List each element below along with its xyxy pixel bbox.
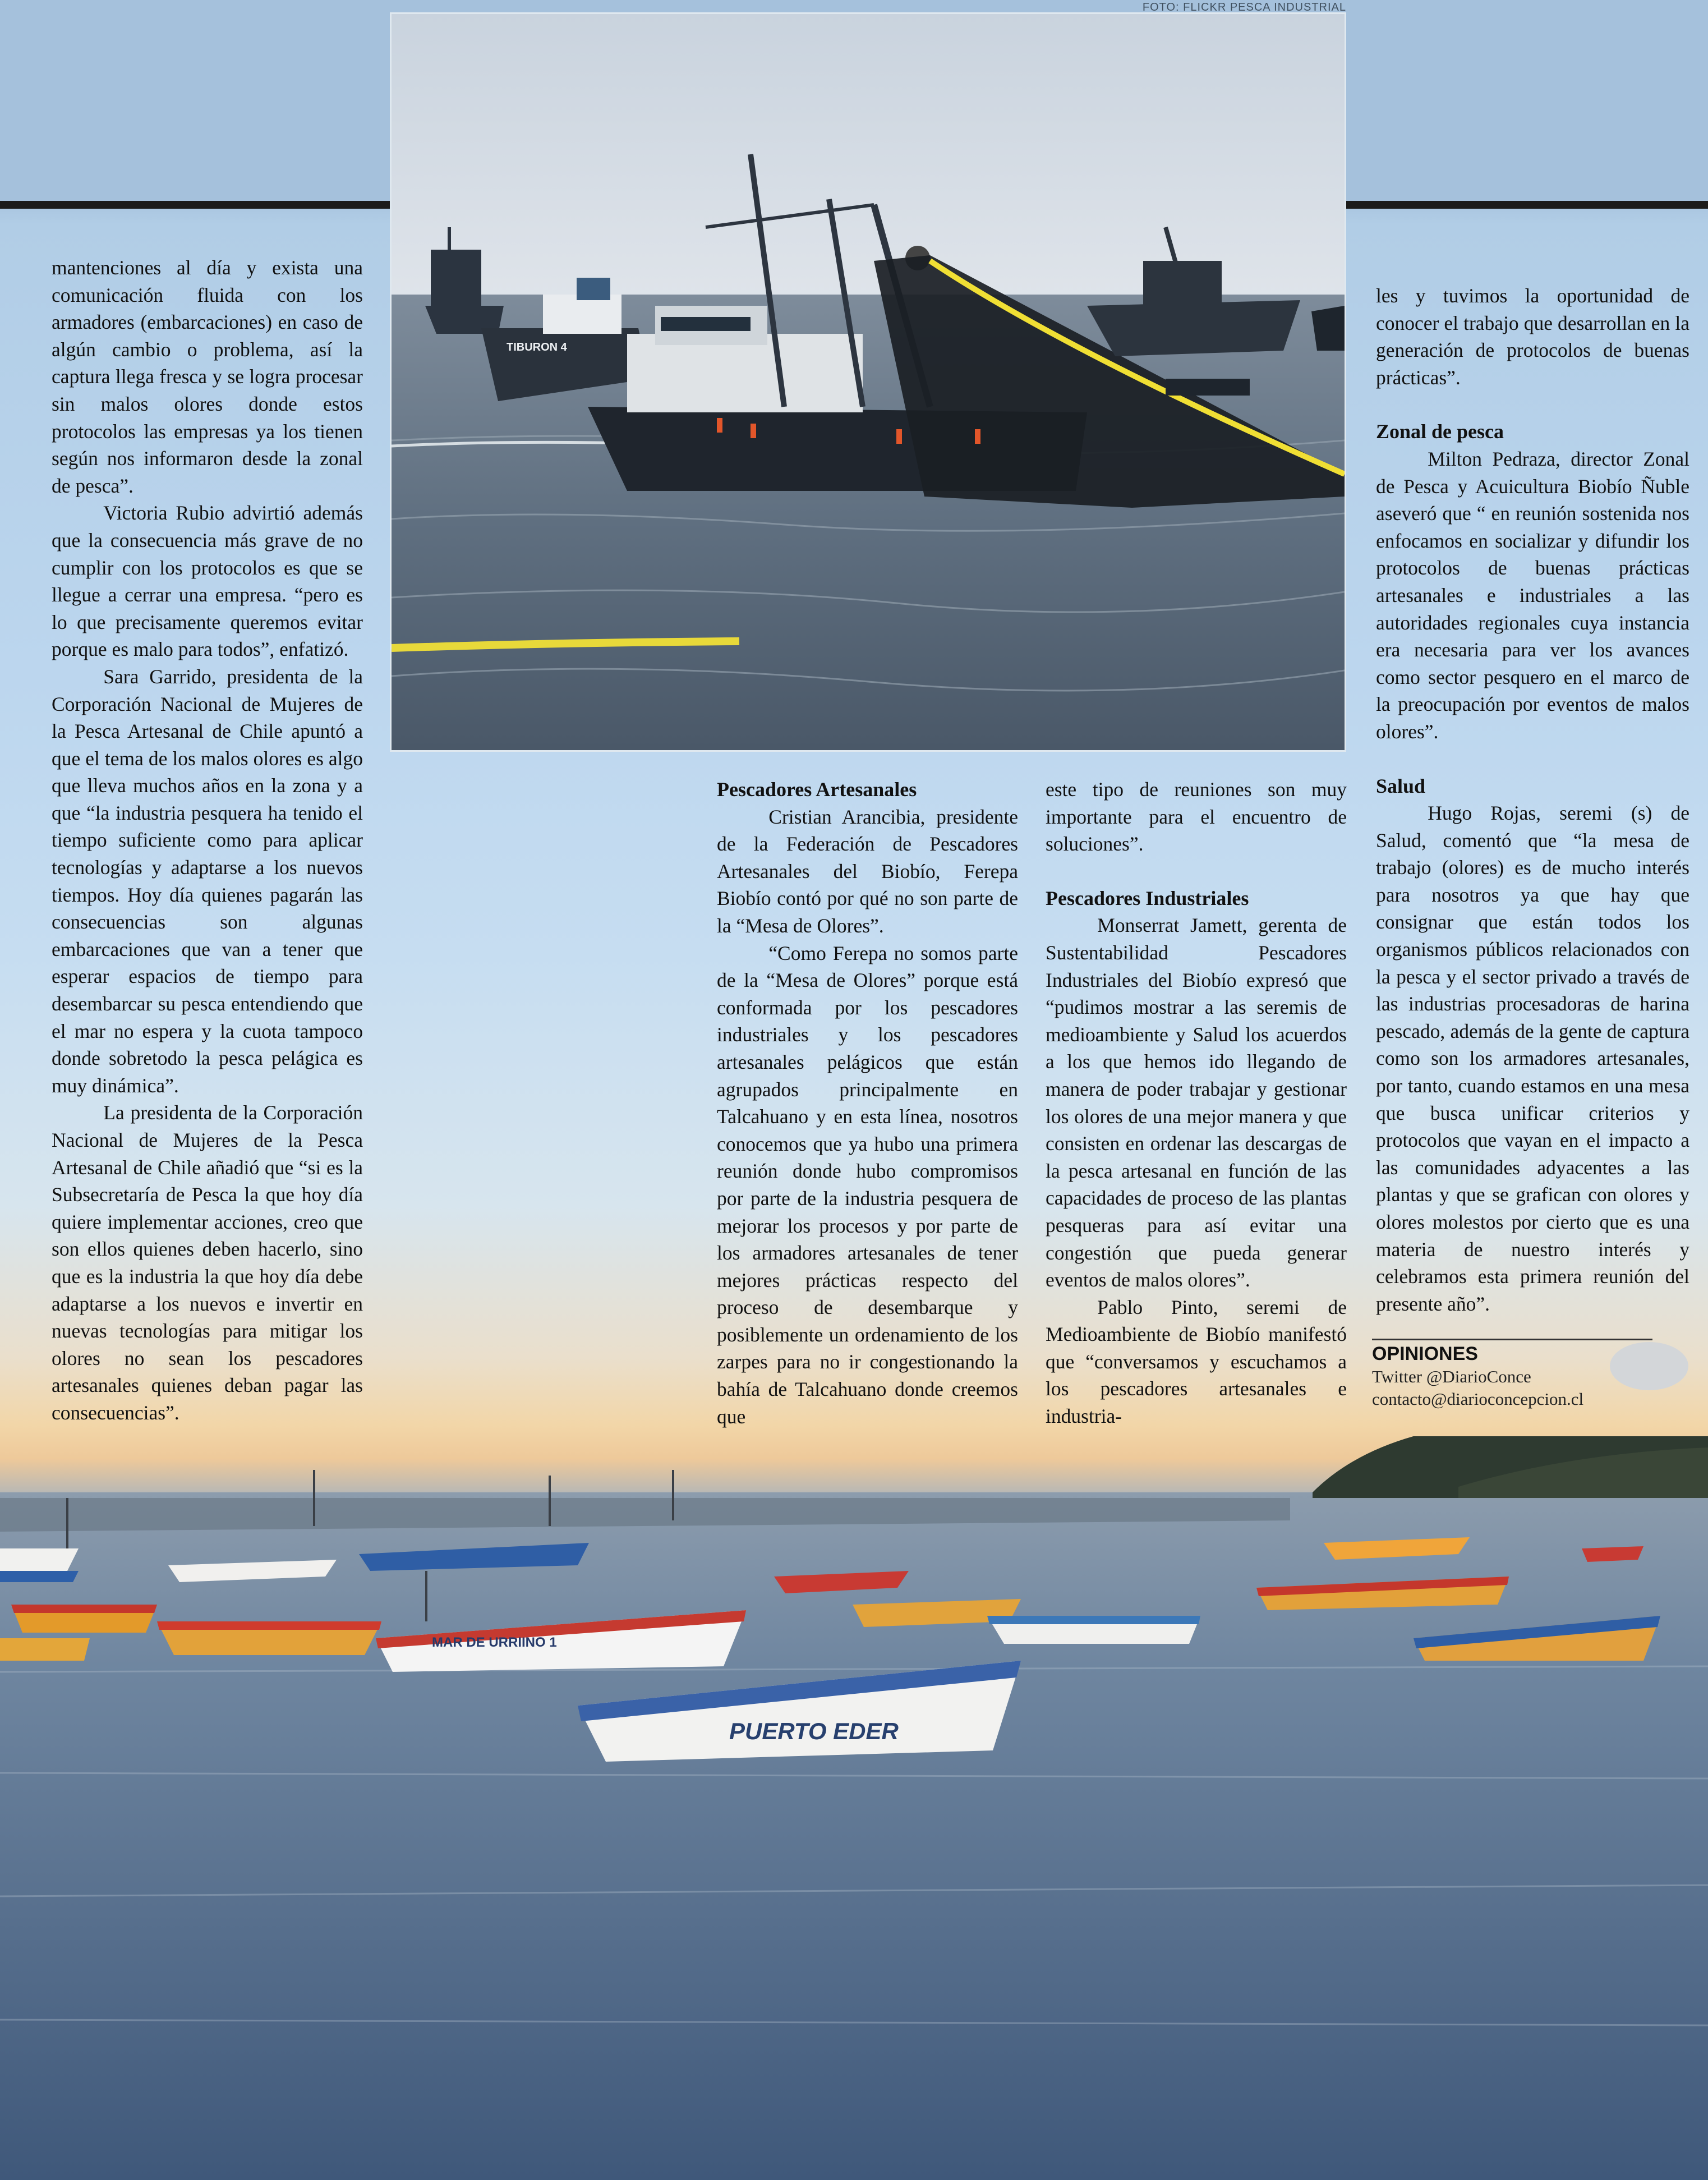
col1-paragraph-2: Victoria Rubio advirtió además que la consecuencia más grave de no cumplir con los protocolos es que se llegue a cerrar una empresa. “pero es lo que precisamente queremos evitar porque es malo para todos”, enfatizó. xyxy=(52,502,363,661)
artisanal-boats-illustration xyxy=(0,1436,1708,2180)
section-heading-pescadores-industriales: Pescadores Industriales xyxy=(1046,886,1249,909)
col1-paragraph-1: mantenciones al día y exista una comunicación fluida con los armadores (embarcaciones) en caso de algún cambio o problema, así la captura llega fresca y se logra procesar sin malos olores donde estos protocolos las empresas ya los tienen según nos informaron desde la zonal de pesca”. xyxy=(52,256,363,497)
industrial-fishing-photo xyxy=(390,12,1346,752)
section-heading-zonal-de-pesca: Zonal de pesca xyxy=(1376,420,1504,443)
col1-paragraph-3: Sara Garrido, presidenta de la Corporación Nacional de Mujeres de la Pesca Artesanal de Chile apuntó a que el tema de los malos olores es algo que lleva muchos años en la zona y a que “la industria pesquera ha tenido el tiempo suficiente como para aplicar tecnologías y adaptarse a los nuevos tiempos. Hoy día quienes pagarán las consecuencias son algunas embarcaciones que van a tener que esperar espacios de tiempo para desembarcar su pesca entendiendo que el mar no espera y la cuota tampoco donde sobretodo la pesca pelágica es muy dinámica”. xyxy=(52,665,363,1097)
col4-paragraph-1: Monserrat Jamett, gerenta de Sustentabilidad Pescadores Industriales del Biobío expresó que “pudimos mostrar a las seremis de medioambiente y Salud los acuerdos a los que hemos ido llegando de manera de poder trabajar y gestionar los olores de una mejor manera y que consisten en ordenar las descargas de la pesca artesanal en función de las capacidades de proceso de las plantas pesqueras para así evitar una congestión que pueda generar eventos de malos olores”. xyxy=(1046,914,1347,1292)
opiniones-title: OPINIONES xyxy=(1372,1343,1478,1364)
opiniones-email[interactable]: contacto@diarioconcepcion.cl xyxy=(1372,1389,1584,1409)
col4-paragraph-2: Pablo Pinto, seremi de Medioambiente de Biobío manifestó que “conversamos y escuchamos a los pescadores artesanales e industria- xyxy=(1046,1295,1347,1428)
harbor-boat-name-2: MAR DE URRIINO 1 xyxy=(432,1635,557,1650)
header-rule-right xyxy=(1346,201,1708,209)
article-column-3 xyxy=(717,776,1018,1430)
col5-paragraph-2: Hugo Rojas, seremi (s) de Salud, comentó que “la mesa de trabajo (olores) es de mucho interés para nosotros ya que hay que consignar que están todos los organismos públicos relacionados con la pesca y el sector privado a través de las industrias procesadoras de harina pescado, además de la gente de captura como son los armadores artesanales, por tanto, cuando estamos en una mesa que busca unificar criterios y protocolos que vayan en el impacto a las comunidades adyacentes a las plantas y que se grafican con olores y olores molestos por cierto que es una materia de nuestro interés y celebramos esta primera reunión del presente año”. xyxy=(1376,802,1689,1315)
section-heading-salud: Salud xyxy=(1376,774,1426,797)
harbor-boats-photo xyxy=(0,1436,1708,2180)
col3-paragraph-1: Cristian Arancibia, presidente de la Federación de Pescadores Artesanales del Biobío, Ferepa Biobío contó por qué no son parte de la “Mesa de Olores”. xyxy=(717,805,1018,937)
col5-paragraph-1: Milton Pedraza, director Zonal de Pesca y Acuicultura Biobío Ñuble aseveró que “ en reunión sostenida nos enfocamos en socializar y difundir los protocolos de buenas prácticas artesanales e industriales a las autoridades regionales cuya instancia era necesaria para ver los avances como sector pesquero en el marco de la preocupación por eventos de malos olores”. xyxy=(1376,447,1689,743)
col5-lead: les y tuvimos la oportunidad de conocer el trabajo que desarrollan en la generación de protocolos de buenas prácticas”. xyxy=(1376,284,1689,389)
photo-credit: FOTO: FLICKR PESCA INDUSTRIAL xyxy=(1142,1,1346,13)
col1-paragraph-4: La presidenta de la Corporación Nacional de Mujeres de la Pesca Artesanal de Chile añadió que “si es la Subsecretaría de Pesca la que hoy día quiere implementar acciones, creo que son ellos quienes deben hacerlo, sino que es la industria la que hoy día debe adaptarse a los nuevos e invertir en nuevas tecnologías para mitigar los olores no sean los pescadores artesanales quienes deban pagar las consecuencias”. xyxy=(52,1101,363,1424)
article-column-4 xyxy=(1046,776,1347,1430)
harbor-boat-name: PUERTO EDER xyxy=(729,1718,899,1744)
speech-bubble-icon xyxy=(1610,1342,1688,1390)
opiniones-twitter[interactable]: Twitter @DiarioConce xyxy=(1372,1367,1531,1386)
col4-lead: este tipo de reuniones son muy importante para el encuentro de soluciones”. xyxy=(1046,778,1347,856)
article-column-5 xyxy=(1376,282,1689,1317)
article-column-1 xyxy=(52,254,363,1427)
header-rule-left xyxy=(0,201,390,209)
fishing-boats-illustration xyxy=(392,14,1345,750)
section-heading-pescadores-artesanales: Pescadores Artesanales xyxy=(717,778,917,801)
tiburon-label: TIBURON 4 xyxy=(507,341,567,353)
col3-paragraph-2: “Como Ferepa no somos parte de la “Mesa de Olores” porque está conformada por los pescadores industriales y los pescadores artesanales pelágicos que están agrupados principalmente en Talcahuano y en esta línea, nosotros conocemos que ya hubo una primera reunión donde hubo compromisos por parte de la industria pesquera de mejorar los procesos y por parte de los armadores artesanales de tener mejores prácticas respecto del proceso de desembarque y posiblemente un ordenamiento de los zarpes para no ir congestionando la bahía de Talcahuano donde creemos que xyxy=(717,941,1018,1428)
opiniones-rule xyxy=(1372,1339,1652,1340)
